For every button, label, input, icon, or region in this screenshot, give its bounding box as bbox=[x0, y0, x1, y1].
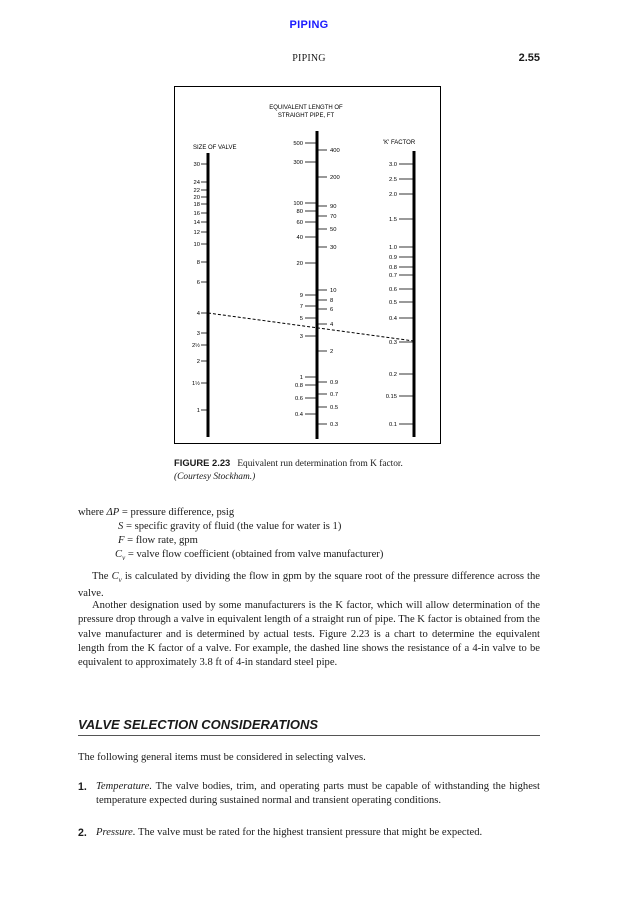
list-item-text: The valve bodies, trim, and operating parts must be capable of withstanding the highest temperature expected during sustained normal and transient operating conditions. bbox=[96, 781, 540, 807]
where-word: where bbox=[78, 507, 104, 518]
valve-size-label: 1½ bbox=[191, 381, 200, 387]
length-label-left: 60 bbox=[296, 220, 303, 226]
k-factor-label: 0.7 bbox=[388, 273, 397, 279]
p1-start: The bbox=[92, 571, 109, 582]
axis-ticks bbox=[192, 141, 414, 428]
example-dashed-line bbox=[208, 313, 414, 341]
valve-size-label: 3 bbox=[196, 331, 200, 337]
list-item-number: 2. bbox=[78, 827, 87, 839]
left-axis-title: SIZE OF VALVE bbox=[193, 145, 237, 151]
caption-label: FIGURE 2.23 bbox=[174, 457, 231, 468]
list-item bbox=[78, 826, 540, 840]
length-label-right: 0.9 bbox=[330, 380, 339, 386]
caption-credit: (Courtesy Stockham.) bbox=[174, 472, 256, 482]
s-symbol: S bbox=[118, 521, 124, 532]
valve-size-label: 8 bbox=[196, 260, 200, 266]
length-label-left: 9 bbox=[299, 293, 303, 299]
f-symbol: F bbox=[118, 535, 125, 546]
k-factor-label: 0.3 bbox=[388, 340, 397, 346]
k-factor-label: 0.9 bbox=[388, 255, 397, 261]
valve-size-label: 2 bbox=[196, 359, 200, 365]
k-factor-label: 0.6 bbox=[388, 287, 397, 293]
valve-size-label: 10 bbox=[193, 242, 200, 248]
page-number: 2.55 bbox=[518, 52, 540, 64]
cv-definition: = valve flow coefficient (obtained from valve manufacturer) bbox=[127, 549, 384, 560]
length-label-left: 3 bbox=[299, 334, 303, 340]
length-label-left: 20 bbox=[296, 261, 303, 267]
length-label-right: 400 bbox=[330, 148, 340, 154]
running-head: PIPING bbox=[292, 53, 326, 64]
paragraph-k-factor: Another designation used by some manufacturers is the K factor, which will allow determination of the pressure drop through a valve in equivalent length of a straight run of pipe. The K factor is obtained from the valve manufacturer and is determined by actual tests. Figure 2.23 is a chart to determine the equivalent length from the K factor of a valve. For example, the dashed line shows the resistance of a 4-in valve to be equivalent to approximately 3.8 ft of 4-in standard steel pipe. bbox=[78, 600, 540, 669]
k-factor-label: 0.1 bbox=[388, 422, 397, 428]
length-label-left: 5 bbox=[299, 316, 303, 322]
length-label-left: 0.8 bbox=[294, 383, 303, 389]
k-factor-label: 1.5 bbox=[388, 217, 397, 223]
caption-text: Equivalent run determination from K factor. bbox=[237, 459, 403, 469]
length-label-right: 0.5 bbox=[330, 405, 339, 411]
p1-rest: is calculated by dividing the flow in gpm by the square root of the pressure difference across the valve. bbox=[78, 571, 541, 600]
k-factor-label: 3.0 bbox=[388, 162, 397, 168]
k-factor-label: 0.4 bbox=[388, 316, 397, 322]
length-label-right: 50 bbox=[330, 227, 337, 233]
valve-size-label: 24 bbox=[193, 180, 200, 186]
length-label-left: 0.4 bbox=[294, 412, 303, 418]
length-label-right: 90 bbox=[330, 204, 337, 210]
valve-size-label: 20 bbox=[193, 195, 200, 201]
valve-size-label: 16 bbox=[193, 211, 200, 217]
length-label-right: 6 bbox=[330, 307, 334, 313]
figure-title-line1: EQUIVALENT LENGTH OF bbox=[269, 105, 343, 111]
length-label-right: 4 bbox=[330, 322, 334, 328]
length-label-left: 300 bbox=[293, 160, 303, 166]
length-label-left: 100 bbox=[293, 201, 303, 207]
valve-size-label: 1 bbox=[196, 408, 200, 414]
length-label-right: 0.7 bbox=[330, 392, 339, 398]
valve-size-label: 4 bbox=[196, 311, 200, 317]
k-factor-label: 2.5 bbox=[388, 177, 397, 183]
chapter-header: PIPING bbox=[289, 19, 329, 31]
length-label-right: 0.3 bbox=[330, 422, 339, 428]
length-label-left: 80 bbox=[296, 209, 303, 215]
nomograph-svg bbox=[175, 87, 442, 445]
nomograph-figure bbox=[174, 86, 441, 444]
length-label-right: 70 bbox=[330, 214, 337, 220]
length-label-right: 2 bbox=[330, 349, 334, 355]
length-label-right: 10 bbox=[330, 288, 337, 294]
valve-size-label: 18 bbox=[193, 202, 200, 208]
list-item-number: 1. bbox=[78, 781, 87, 793]
right-axis-title: 'K' FACTOR bbox=[383, 140, 416, 146]
list-item bbox=[78, 780, 540, 809]
valve-size-label: 12 bbox=[193, 230, 200, 236]
length-label-left: 500 bbox=[293, 141, 303, 147]
length-label-right: 8 bbox=[330, 298, 334, 304]
list-item-term: Pressure. bbox=[96, 827, 136, 838]
dp-symbol: ΔP bbox=[106, 507, 120, 518]
k-factor-label: 0.15 bbox=[385, 394, 397, 400]
valve-size-label: 14 bbox=[193, 220, 200, 226]
length-label-left: 7 bbox=[299, 304, 303, 310]
section-intro: The following general items must be considered in selecting valves. bbox=[78, 752, 366, 763]
length-label-left: 40 bbox=[296, 235, 303, 241]
length-label-right: 30 bbox=[330, 245, 337, 251]
k-factor-label: 1.0 bbox=[388, 245, 397, 251]
k-factor-label: 0.5 bbox=[388, 300, 397, 306]
k-factor-label: 0.2 bbox=[388, 372, 397, 378]
s-definition: = specific gravity of fluid (the value for water is 1) bbox=[125, 521, 342, 532]
p1-cv-subscript: v bbox=[118, 576, 122, 585]
length-label-left: 0.6 bbox=[294, 396, 303, 402]
figure-title-line2: STRAIGHT PIPE, FT bbox=[277, 113, 335, 119]
list-item-text: The valve must be rated for the highest transient pressure that might be expected. bbox=[138, 827, 483, 838]
variable-definitions bbox=[78, 506, 384, 565]
length-label-right: 200 bbox=[330, 175, 340, 181]
dp-definition: = pressure difference, psig bbox=[121, 507, 235, 518]
cv-subscript: v bbox=[122, 554, 126, 563]
valve-size-label: 30 bbox=[193, 162, 200, 168]
f-definition: = flow rate, gpm bbox=[127, 535, 198, 546]
length-label-left: 1 bbox=[299, 375, 303, 381]
k-factor-label: 2.0 bbox=[388, 192, 397, 198]
valve-size-label: 22 bbox=[193, 188, 200, 194]
k-factor-label: 0.8 bbox=[388, 265, 397, 271]
valve-size-label: 2½ bbox=[191, 343, 200, 349]
paragraph-cv bbox=[78, 570, 540, 602]
section-title: VALVE SELECTION CONSIDERATIONS bbox=[78, 717, 540, 736]
cv-symbol: C bbox=[115, 549, 123, 560]
valve-size-label: 6 bbox=[196, 280, 200, 286]
figure-caption bbox=[174, 456, 474, 484]
p1-cv-symbol: C bbox=[111, 571, 119, 582]
list-item-term: Temperature. bbox=[96, 781, 153, 792]
